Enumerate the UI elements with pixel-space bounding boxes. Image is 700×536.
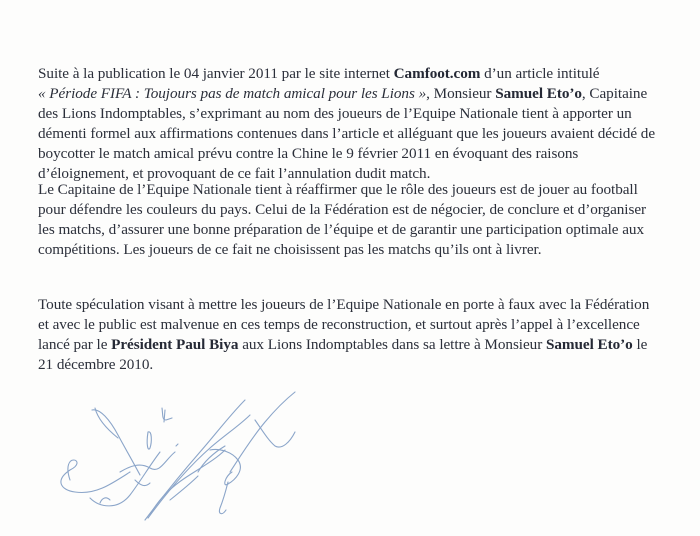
text-line: Suite à la publication le 04 janvier 2011 par le site internet Camfoot.com d’un article intitulé xyxy=(38,65,600,82)
paragraph-captain-role xyxy=(38,180,678,260)
text-line: des Lions Indomptables, s’exprimant au nom des joueurs de l’Equipe Nationale tient à apporter un xyxy=(38,105,632,122)
text-line: lancé par le Président Paul Biya aux Lions Indomptables dans sa lettre à Monsieur Samuel Eto’o le xyxy=(38,336,648,353)
text-line: Toute spéculation visant à mettre les joueurs de l’Equipe Nationale en porte à faux avec la Fédération xyxy=(38,296,650,313)
text-line: « Période FIFA : Toujours pas de match amical pour les Lions », Monsieur Samuel Eto’o, Capitaine xyxy=(38,85,648,102)
text-line: et avec le public est malvenue en ces temps de reconstruction, et surtout après l’appel à l’excellence xyxy=(38,316,640,333)
text-line: boycotter le match amical prévu contre la Chine le 9 février 2011 en évoquant des raisons xyxy=(38,145,579,162)
text-line: Le Capitaine de l’Equipe Nationale tient à réaffirmer que le rôle des joueurs est de jouer au football xyxy=(38,181,638,198)
signature-icon xyxy=(0,380,320,536)
text-line: compétitions. Les joueurs de ce fait ne choisissent pas les matchs qu’ils ont à livrer. xyxy=(38,241,542,258)
italic-title: « Période FIFA : Toujours pas de match amical pour les Lions » xyxy=(38,85,427,102)
text-line: pour défendre les couleurs du pays. Celui de la Fédération est de négocier, de conclure et d’organiser xyxy=(38,201,647,218)
bold-text: Président Paul Biya xyxy=(111,336,239,353)
paragraph-speculation xyxy=(38,295,678,375)
text-line: démenti formel aux affirmations contenues dans l’article et alléguant que les joueurs avaient décidé de xyxy=(38,125,656,142)
text-line: d’éloignement, et provoquant de ce fait l’annulation dudit match. xyxy=(38,165,431,182)
bold-text: Samuel Eto’o xyxy=(545,336,633,353)
bold-text: Samuel Eto’o xyxy=(495,85,582,102)
paragraph-statement xyxy=(38,64,678,184)
text-line: les matchs, d’assurer une bonne préparation de l’équipe et de garantir une participation optimale aux xyxy=(38,221,645,238)
text-line: 21 décembre 2010. xyxy=(38,356,154,373)
bold-text: Camfoot.com xyxy=(393,65,481,82)
